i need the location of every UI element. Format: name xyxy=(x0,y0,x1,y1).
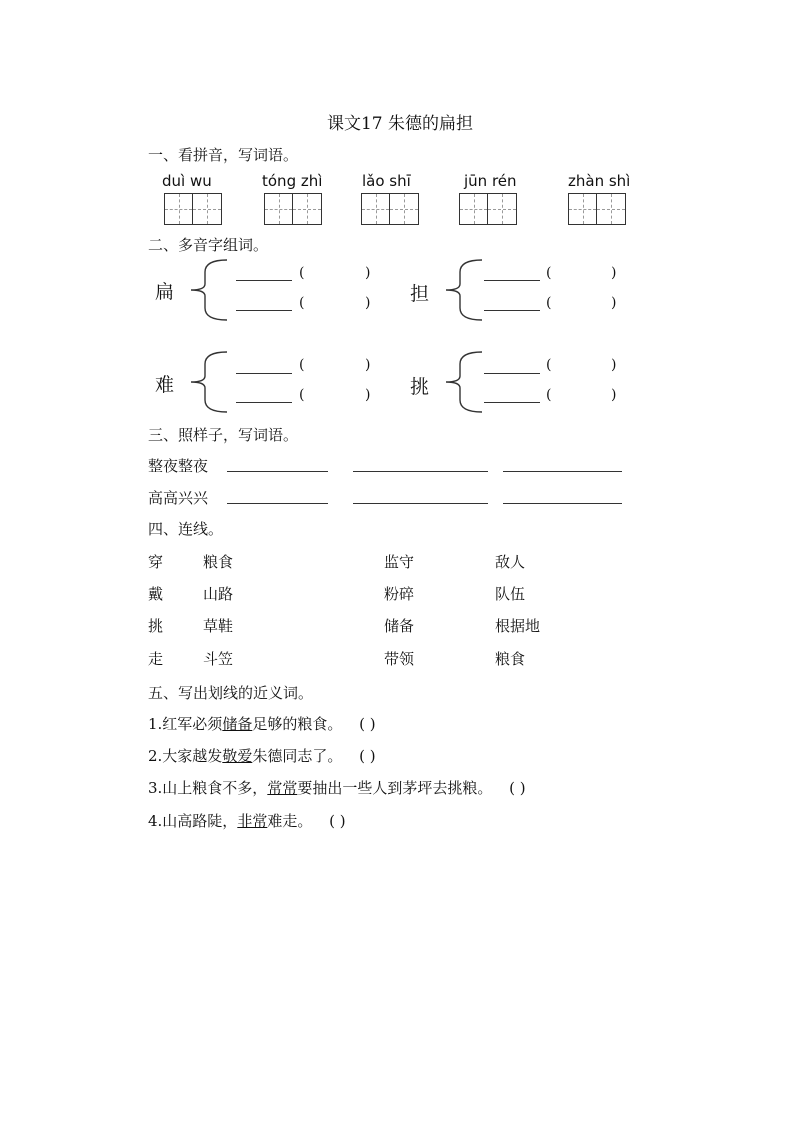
paren-open: ( xyxy=(546,357,552,373)
pinyin-5: zhàn shì xyxy=(568,172,631,190)
section-1-heading: 一、看拼音，写词语。 xyxy=(148,146,299,164)
poly-char-2: 担 xyxy=(410,283,430,305)
question-1: 1.红军必须储备足够的粮食。 ( ) xyxy=(148,715,376,733)
answer-line[interactable] xyxy=(236,402,292,403)
question-3: 3.山上粮食不多，常常要抽出一些人到茅坪去挑粮。 ( ) xyxy=(148,779,526,797)
match-right-a[interactable]: 带领 xyxy=(384,650,415,668)
answer-line[interactable] xyxy=(503,471,622,472)
paren-open: ( xyxy=(546,295,552,311)
answer-line[interactable] xyxy=(503,503,622,504)
poly-char-1: 扁 xyxy=(155,281,175,303)
paren-open: ( xyxy=(546,265,552,281)
match-left-b[interactable]: 山路 xyxy=(203,585,234,603)
answer-line[interactable] xyxy=(236,280,292,281)
section-4-heading: 四、连线。 xyxy=(148,520,224,538)
answer-line[interactable] xyxy=(353,471,488,472)
paren-open: ( xyxy=(299,387,305,403)
brace-icon xyxy=(440,258,490,322)
answer-line[interactable] xyxy=(484,310,540,311)
answer-line[interactable] xyxy=(484,280,540,281)
answer-paren[interactable]: ( ) xyxy=(509,779,526,797)
match-right-a[interactable]: 粉碎 xyxy=(384,585,415,603)
paren-open: ( xyxy=(546,387,552,403)
paren-close: ) xyxy=(365,357,371,373)
match-right-b[interactable]: 队伍 xyxy=(495,585,526,603)
paren-close: ) xyxy=(611,295,617,311)
pinyin-1: duì wu xyxy=(162,172,212,190)
paren-close: ) xyxy=(365,387,371,403)
paren-close: ) xyxy=(611,357,617,373)
answer-paren[interactable]: ( ) xyxy=(359,715,376,733)
pinyin-2: tóng zhì xyxy=(262,172,323,190)
writing-grid-1[interactable] xyxy=(164,193,222,225)
answer-paren[interactable]: ( ) xyxy=(329,812,346,830)
question-2: 2.大家越发敬爱朱德同志了。 ( ) xyxy=(148,747,376,765)
match-right-b[interactable]: 敌人 xyxy=(495,553,526,571)
example-word-2: 高高兴兴 xyxy=(148,489,209,507)
paren-open: ( xyxy=(299,295,305,311)
paren-open: ( xyxy=(299,265,305,281)
answer-line[interactable] xyxy=(227,471,328,472)
match-left-a[interactable]: 戴 xyxy=(148,585,164,603)
paren-close: ) xyxy=(611,387,617,403)
underlined-word: 敬爱 xyxy=(222,747,253,765)
pinyin-3: lǎo shī xyxy=(362,172,411,190)
match-left-b[interactable]: 斗笠 xyxy=(203,650,234,668)
match-left-a[interactable]: 挑 xyxy=(148,617,164,635)
underlined-word: 非常 xyxy=(237,812,268,830)
question-4: 4.山高路陡，非常难走。 ( ) xyxy=(148,812,346,830)
match-left-a[interactable]: 走 xyxy=(148,650,164,668)
paren-close: ) xyxy=(365,265,371,281)
page-title: 课文17 朱德的扁担 xyxy=(326,114,474,134)
section-3-heading: 三、照样子，写词语。 xyxy=(148,426,299,444)
brace-icon xyxy=(185,350,235,414)
match-right-a[interactable]: 储备 xyxy=(384,617,415,635)
writing-grid-4[interactable] xyxy=(459,193,517,225)
match-left-b[interactable]: 草鞋 xyxy=(203,617,234,635)
poly-char-3: 难 xyxy=(155,374,175,396)
pinyin-4: jūn rén xyxy=(464,172,517,190)
answer-line[interactable] xyxy=(236,373,292,374)
answer-line[interactable] xyxy=(484,402,540,403)
section-5-heading: 五、写出划线的近义词。 xyxy=(148,684,314,702)
underlined-word: 储备 xyxy=(222,715,253,733)
answer-line[interactable] xyxy=(236,310,292,311)
paren-close: ) xyxy=(365,295,371,311)
answer-line[interactable] xyxy=(227,503,328,504)
answer-paren[interactable]: ( ) xyxy=(359,747,376,765)
brace-icon xyxy=(440,350,490,414)
answer-line[interactable] xyxy=(353,503,488,504)
poly-char-4: 挑 xyxy=(410,376,430,398)
writing-grid-3[interactable] xyxy=(361,193,419,225)
match-right-a[interactable]: 监守 xyxy=(384,553,415,571)
brace-icon xyxy=(185,258,235,322)
match-right-b[interactable]: 粮食 xyxy=(495,650,526,668)
section-2-heading: 二、多音字组词。 xyxy=(148,236,269,254)
writing-grid-5[interactable] xyxy=(568,193,626,225)
underlined-word: 常常 xyxy=(267,779,298,797)
writing-grid-2[interactable] xyxy=(264,193,322,225)
paren-open: ( xyxy=(299,357,305,373)
match-right-b[interactable]: 根据地 xyxy=(495,617,541,635)
paren-close: ) xyxy=(611,265,617,281)
example-word-1: 整夜整夜 xyxy=(148,457,209,475)
match-left-a[interactable]: 穿 xyxy=(148,553,164,571)
answer-line[interactable] xyxy=(484,373,540,374)
match-left-b[interactable]: 粮食 xyxy=(203,553,234,571)
